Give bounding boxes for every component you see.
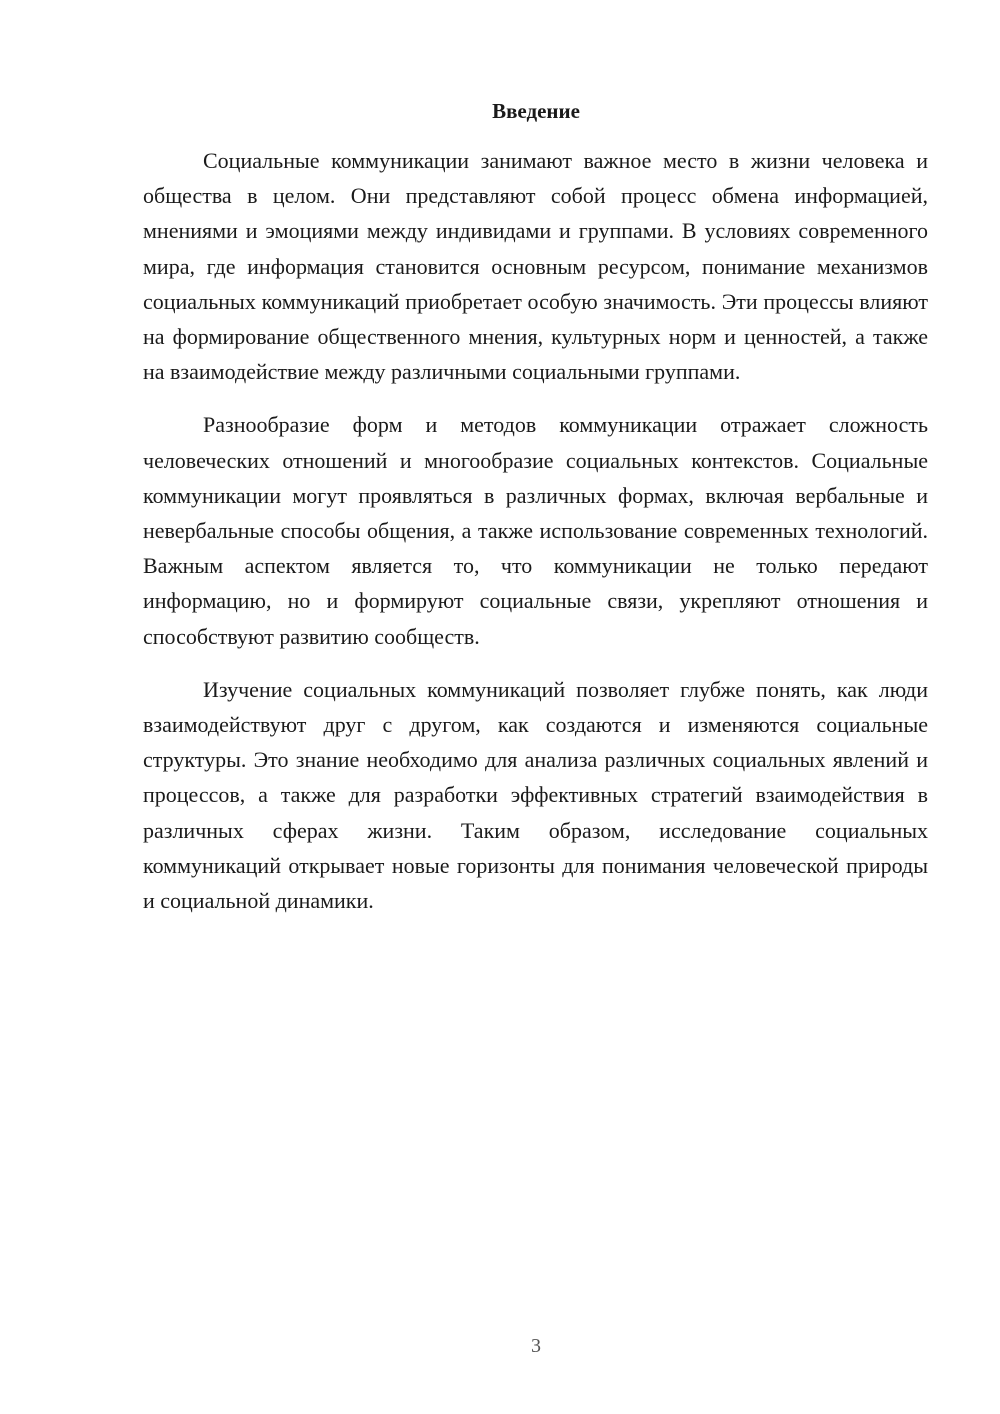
page-title: Введение [492,99,580,123]
paragraph-2: Разнообразие форм и методов коммуникации отражает сложность человеческих отношений и многообразие социальных контекстов. Социальные коммуникации могут проявляться в различных формах, включая вербальные и невербальные способы общения, а также использование современных технологий. Важным аспектом является то, что коммуникации не только передают информацию, но и формируют социальные связи, укрепляют отношения и способствуют развитию сообществ. [143,412,928,649]
paragraph-1: Социальные коммуникации занимают важное место в жизни человека и общества в целом. Они представляют собой процесс обмена информацией, мнениями и эмоциями между индивидами и группами. В условиях современного мира, где информация становится основным ресурсом, понимание механизмов социальных коммуникаций приобретает особую значимость. Эти процессы влияют на формирование общественного мнения, культурных норм и ценностей, а также на взаимодействие между различными социальными группами. [143,148,928,385]
paragraph-3: Изучение социальных коммуникаций позволяет глубже понять, как люди взаимодействуют друг с другом, как создаются и изменяются социальные структуры. Это знание необходимо для анализа различных социальных явлений и процессов, а также для разработки эффективных стратегий взаимодействия в различных сферах жизни. Таким образом, исследование социальных коммуникаций открывает новые горизонты для понимания человеческой природы и социальной динамики. [143,676,928,914]
page-number: 3 [531,1335,541,1357]
body-text [143,143,928,936]
